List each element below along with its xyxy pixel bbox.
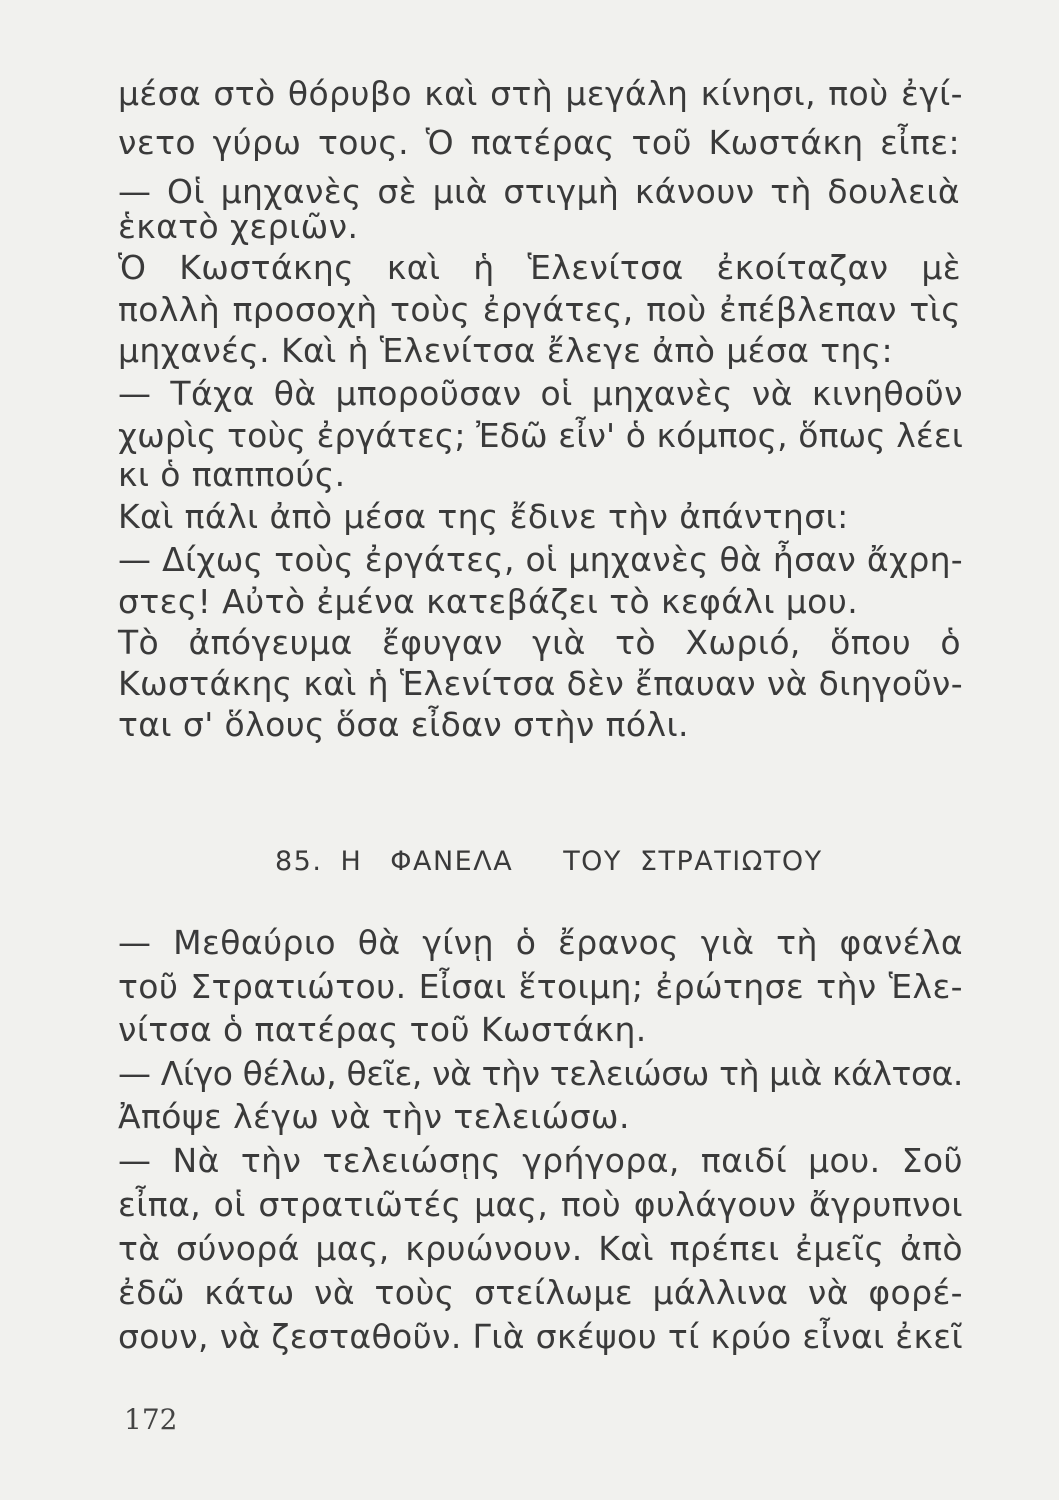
heading-word: ΣΤΡΑΤΙΩΤΟΥ (639, 846, 823, 877)
heading-word: Η (340, 846, 363, 877)
text-line: νετο γύρω τους. Ὁ πατέρας τοῦ Κωστάκη εἶπε: (118, 123, 960, 162)
text-line: Τὸ ἀπόγευμα ἔφυγαν γιὰ τὸ Χωριό, ὅπου ὁ (118, 623, 961, 662)
text-line: Ὁ Κωστάκης καὶ ἡ Ἑλενίτσα ἐκοίταζαν μὲ (118, 248, 961, 287)
text-line: — Νὰ τὴν τελειώσῃς γρήγορα, παιδί μου. Σοῦ (118, 1141, 963, 1180)
text-line: στες! Αὐτὸ ἐμένα κατεβάζει τὸ κεφάλι μου. (118, 582, 859, 621)
text-line: Καὶ πάλι ἀπὸ μέσα της ἔδινε τὴν ἀπάντησι: (118, 497, 849, 536)
text-line: Κωστάκης καὶ ἡ Ἑλενίτσα δὲν ἔπαυαν νὰ διηγοῦν- (118, 664, 963, 703)
text-line: — Δίχως τοὺς ἐργάτες, οἱ μηχανὲς θὰ ἦσαν ἄχρη- (118, 540, 963, 579)
text-line: πολλὴ προσοχὴ τοὺς ἐργάτες, ποὺ ἐπέβλεπαν τὶς (118, 290, 961, 329)
text-line: σουν, νὰ ζεσταθοῦν. Γιὰ σκέψου τί κρύο εἶναι ἐκεῖ (118, 1317, 963, 1356)
text-line: ται σ' ὅλους ὅσα εἶδαν στὴν πόλι. (118, 705, 689, 744)
text-line: — Λίγο θέλω, θεῖε, νὰ τὴν τελειώσω τὴ μιὰ κάλτσα. (118, 1054, 963, 1093)
text-line: νίτσα ὁ πατέρας τοῦ Κωστάκη. (118, 1010, 647, 1049)
text-line: — Μεθαύριο θὰ γίνῃ ὁ ἔρανος γιὰ τὴ φανέλα (118, 923, 963, 962)
text-line: εἶπα, οἱ στρατιῶτές μας, ποὺ φυλάγουν ἄγρυπνοι (118, 1185, 963, 1224)
page-number: 172 (124, 1403, 178, 1436)
section-number: 85. (275, 846, 323, 877)
text-line: μηχανές. Καὶ ἡ Ἑλενίτσα ἔλεγε ἀπὸ μέσα της: (118, 331, 894, 370)
text-line: τοῦ Στρατιώτου. Εἶσαι ἕτοιμη; ἐρώτησε τὴν Ἑλε- (118, 967, 963, 1006)
text-line: — Οἱ μηχανὲς σὲ μιὰ στιγμὴ κάνουν τὴ δουλειὰ (118, 172, 960, 211)
text-line: ἐδῶ κάτω νὰ τοὺς στείλωμε μάλλινα νὰ φορέ- (118, 1273, 963, 1312)
section-heading (275, 845, 823, 879)
text-line: Ἀπόψε λέγω νὰ τὴν τελειώσω. (118, 1097, 630, 1136)
text-line: χωρὶς τοὺς ἐργάτες; Ἐδῶ εἶν' ὁ κόμπος, ὅπως λέει (118, 416, 963, 455)
text-line: μέσα στὸ θόρυβο καὶ στὴ μεγάλη κίνησι, ποὺ ἐγί- (118, 74, 963, 113)
text-line: ἑκατὸ χεριῶν. (118, 207, 359, 246)
heading-word: ΦΑΝΕΛΑ (390, 846, 514, 877)
text-line: — Τάχα θὰ μποροῦσαν οἱ μηχανὲς νὰ κινηθοῦν (118, 374, 963, 413)
text-line: τὰ σύνορά μας, κρυώνουν. Καὶ πρέπει ἐμεῖς ἀπὸ (118, 1229, 963, 1268)
heading-word: ΤΟΥ (563, 846, 622, 877)
text-line: κι ὁ παππούς. (118, 455, 346, 494)
